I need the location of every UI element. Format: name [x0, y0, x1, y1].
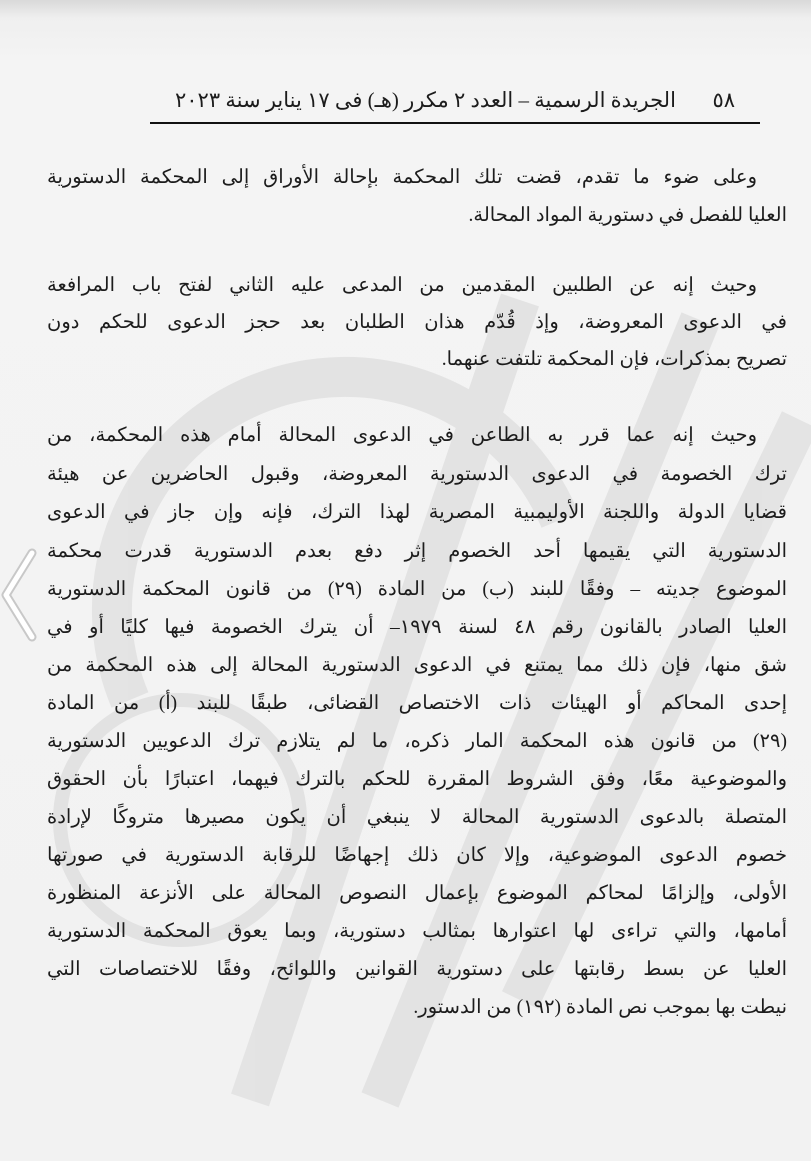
page-number: ٥٨ [712, 88, 735, 112]
text-line: الموضوع جديته – وفقًا للبند (ب) من المادة (٢٩) من قانون المحكمة الدستورية [47, 579, 787, 600]
gazette-title: الجريدة الرسمية – العدد ٢ مكرر (هـ) فى ١٧ يناير سنة ٢٠٢٣ [175, 88, 676, 112]
text-line: أمامها، والتي تراءى لها اعتوارها بمثالب دستورية، وبما يعوق المحكمة الدستورية [47, 921, 787, 942]
text-line: العليا عن بسط رقابتها على دستورية القوانين واللوائح، وفقًا للاختصاصات التي [47, 959, 787, 980]
text-line: ترك الخصومة في الدعوى الدستورية المعروضة، وقبول الحاضرين عن هيئة [47, 464, 787, 485]
text-line: العليا الصادر بالقانون رقم ٤٨ لسنة ١٩٧٩– أن يترك الخصومة فيها كليًا أو في [47, 617, 787, 638]
text-line: شق منها، فإن ذلك مما يمتنع في الدعوى الدستورية المحالة إلى هذه المحكمة من [47, 655, 787, 676]
text-line: المتصلة بالدعوى الدستورية المحالة لا ينبغي أن يكون مصيرها متروكًا لإرادة [47, 807, 787, 828]
text-line: نيطت بها بموجب نص المادة (١٩٢) من الدستور. [413, 997, 787, 1018]
text-line: إحدى المحاكم أو الهيئات ذات الاختصاص القضائى، طبقًا للبند (أ) من المادة [47, 693, 787, 714]
text-line: وعلى ضوء ما تقدم، قضت تلك المحكمة بإحالة الأوراق إلى المحكمة الدستورية [47, 167, 757, 188]
text-line: (٢٩) من قانون هذه المحكمة المار ذكره، ما لم يتلازم ترك الدعويين الدستورية [47, 731, 787, 752]
text-line: الأولى، وإلزامًا لمحاكم الموضوع بإعمال النصوص المحالة على الأنزعة المنظورة [47, 883, 787, 904]
chevron-left-icon[interactable] [0, 545, 40, 645]
text-line: والموضوعية معًا، وفق الشروط المقررة للحكم بالترك فيهما، اعتبارًا بأن الحقوق [47, 769, 787, 790]
text-line: قضايا الدولة واللجنة الأوليمبية المصرية لهذا الترك، فإنه وإن جاز في الدعوى [47, 502, 787, 523]
text-line: تصريح بمذكرات، فإن المحكمة تلتفت عنهما. [441, 349, 787, 370]
text-line: العليا للفصل في دستورية المواد المحالة. [468, 205, 787, 226]
page-header [175, 88, 735, 113]
text-line: وحيث إنه عن الطلبين المقدمين من المدعى عليه الثاني لفتح باب المرافعة [47, 275, 757, 296]
text-line: خصوم الدعوى الموضوعية، وإلا كان ذلك إجهاضًا للرقابة الدستورية في صورتها [47, 845, 787, 866]
text-line: الدستورية التي يقيمها أحد الخصوم إثر دفع بعدم الدستورية قدرت محكمة [47, 541, 787, 562]
text-line: في الدعوى المعروضة، وإذ قُدّم هذان الطلبان بعد حجز الدعوى للحكم دون [47, 312, 787, 333]
header-rule [150, 122, 760, 124]
text-line: وحيث إنه عما قرر به الطاعن في الدعوى المحالة أمام هذه المحكمة، من [47, 425, 757, 446]
